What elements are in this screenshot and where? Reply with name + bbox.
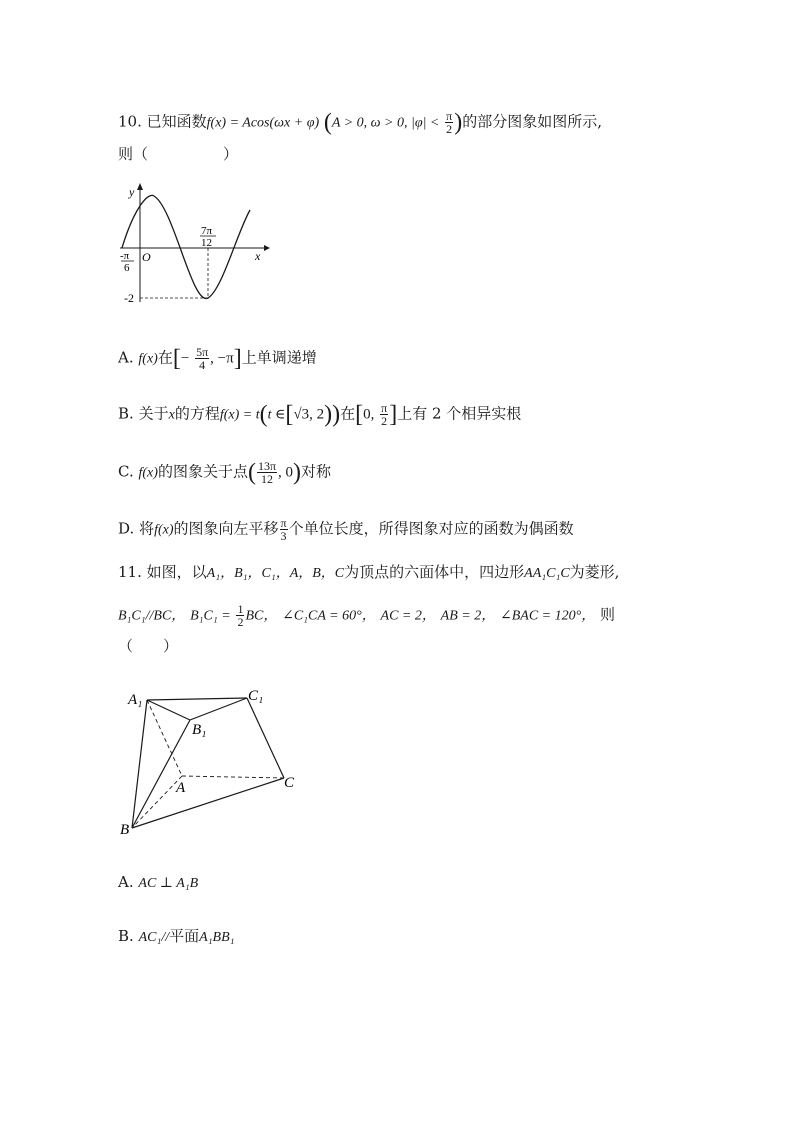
q11-option-b-expr1: AC₁// (138, 930, 170, 945)
q11-then: 则 (599, 605, 615, 624)
option-d-fraction: $\frac{\pi}{3}$ (280, 516, 287, 543)
q11-hexahedron-figure (112, 682, 312, 842)
q11-option-b-prefix: B. (118, 927, 134, 945)
option-d-text2: 的图象向左平移 (173, 519, 279, 538)
label-b1: B₁ (192, 722, 207, 738)
option-c-comma: , 0 (278, 464, 294, 481)
edge-a1-c1 (147, 698, 247, 700)
option-a-mid: , −π (210, 350, 234, 367)
neg-pi-6-num: -π (120, 250, 130, 262)
q11-option-a (118, 872, 198, 894)
q11-cond5: AB = 2， (440, 608, 496, 624)
label-b: B (120, 822, 130, 838)
option-c-prefix: C. (118, 462, 134, 481)
label-a1: A₁ (128, 692, 143, 708)
q10-option-c (118, 460, 331, 485)
option-b-fraction: $\frac{\pi}{2}$ (381, 401, 388, 428)
q11-text1: 如图，以 (146, 563, 207, 581)
q11-stem-line1 (118, 562, 619, 584)
y-axis-arrow (137, 183, 143, 190)
q10-stem (118, 110, 602, 135)
option-b-text2: 的方程 (174, 404, 220, 423)
option-a-zai: 在 (157, 348, 173, 367)
origin-label: O (142, 250, 151, 264)
pi-over-2-fraction: $\frac{\pi}{2}$ (446, 109, 453, 136)
option-c-tail: 对称 (301, 462, 332, 481)
option-a-prefix: A. (118, 348, 134, 367)
q10-number: 10. (118, 112, 142, 131)
cosine-curve (122, 195, 250, 298)
option-b-tail: 上有 2 个相异实根 (397, 404, 522, 423)
y-label: y (129, 185, 135, 199)
paren-open: ( (259, 401, 268, 428)
q10-function: f(x) = Acos(ωx + φ) (206, 115, 320, 131)
q11-cond2a: B₁C₁ = (190, 608, 231, 624)
q11-cond4: AC = 2， (380, 608, 436, 624)
q11-option-b-expr2: A₁BB₁ (199, 930, 235, 945)
q10-option-b (118, 402, 521, 427)
edge-b1-c1 (190, 698, 247, 720)
option-a-fraction: $\frac{5\pi}{4}$ (196, 345, 209, 372)
q10-option-d (118, 517, 574, 542)
q11-half-fraction: $\frac{1}{2}$ (237, 602, 244, 629)
q10-cosine-graph (112, 178, 272, 306)
paren-close: ) (454, 109, 463, 136)
option-b-text1: 关于 (138, 404, 169, 423)
q11-option-a-expr: AC ⊥ A₁B (138, 876, 199, 891)
q11-cond2b: BC， (245, 608, 278, 624)
option-d-tail: 个单位长度，所得图象对应的函数为偶函数 (288, 519, 574, 538)
option-a-tail: 上单调递增 (241, 348, 317, 367)
paren-close: ) (293, 459, 302, 486)
q10-then: 则（ ） (118, 145, 239, 163)
option-d-text1: 将 (139, 519, 155, 538)
option-b-prefix: B. (118, 404, 134, 423)
q11-vertices: A₁，B₁，C₁，A，B，C (206, 566, 345, 581)
paren-open: ( (247, 459, 256, 486)
edge-a1-b1 (147, 700, 190, 720)
q11-paren: （ ） (118, 637, 179, 655)
q11-option-b-text: 平面 (169, 927, 200, 945)
neg-pi-6-den: 6 (124, 262, 130, 274)
option-b-x: x (168, 407, 175, 423)
bracket-open: [ (355, 401, 364, 428)
q11-cond3: ∠C₁CA = 60°， (282, 608, 376, 624)
q10-option-a (118, 346, 317, 371)
mark-7pi-12-num: 7π (201, 225, 213, 237)
mark-7pi-12-den: 12 (201, 237, 212, 249)
label-c: C (284, 775, 295, 791)
option-b-equation: f(x) = t (219, 407, 260, 423)
option-d-func: f(x) (154, 522, 174, 538)
q11-text2: 为顶点的六面体中，四边形 (344, 563, 525, 581)
bracket-open: [ (285, 401, 294, 428)
q10-condition: A > 0, ω > 0, |φ| < (331, 115, 440, 131)
min-label: -2 (124, 291, 134, 305)
option-b-cond-tail: , 2 (309, 406, 325, 423)
edge-c1-c (247, 698, 284, 778)
option-a-func: f(x) (138, 351, 158, 367)
q11-quad: AA₁C₁C (524, 566, 570, 581)
option-a-neg: − (180, 350, 190, 367)
q11-cond1: B₁C₁//BC， (118, 608, 186, 624)
edge-a-c-hidden (182, 776, 284, 778)
x-label: x (255, 249, 261, 263)
option-b-int-left: 0, (363, 406, 375, 423)
q10-intro: 已知函数 (146, 112, 207, 131)
edge-a1-b (132, 700, 147, 828)
bracket-open: [ (172, 345, 181, 372)
q11-text3: 为菱形, (569, 563, 620, 581)
label-a: A (176, 780, 186, 796)
option-b-sqrt: √3 (293, 406, 310, 423)
option-c-func: f(x) (138, 465, 158, 481)
q11-number: 11. (118, 563, 142, 581)
option-b-zai: 在 (340, 404, 356, 423)
q11-stem-line2 (118, 603, 615, 628)
option-b-cond: t ∈ (267, 407, 286, 423)
paren-open: ( (323, 109, 332, 136)
q11-option-b (118, 926, 235, 948)
label-c1: C₁ (248, 688, 264, 704)
x-axis-arrow (264, 245, 270, 251)
q11-option-a-prefix: A. (118, 873, 134, 891)
bracket-close: ] (389, 401, 398, 428)
option-d-prefix: D. (118, 519, 135, 538)
option-c-fraction: $\frac{13\pi}{12}$ (257, 459, 277, 486)
option-c-text: 的图象关于点 (157, 462, 248, 481)
edge-a1-a-hidden (147, 700, 182, 776)
q10-tail: 的部分图象如图所示, (462, 112, 602, 131)
q11-cond6: ∠BAC = 120°， (499, 608, 596, 624)
paren-close: )) (324, 401, 341, 428)
bracket-close: ] (233, 345, 242, 372)
